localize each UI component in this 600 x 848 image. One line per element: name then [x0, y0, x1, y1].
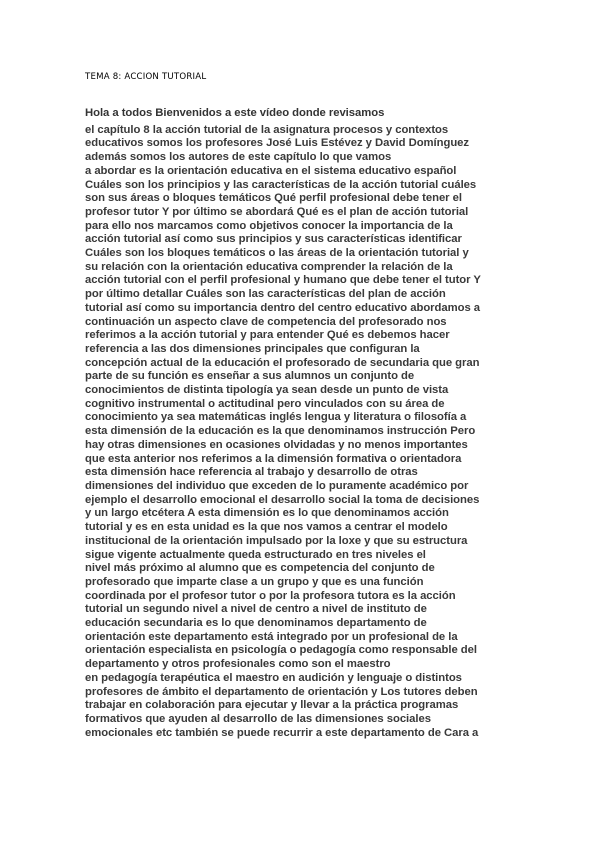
text-line: en pedagogía terapéutica el maestro en audición y lenguaje o distintos	[85, 671, 462, 684]
text-line: emocionales etc también se puede recurrir a este departamento de Cara a	[85, 726, 479, 739]
page-title: TEMA 8: ACCION TUTORIAL	[85, 72, 207, 82]
text-line: orientación especialista en psicología o pedagogía como responsable del	[85, 644, 477, 657]
text-line: el capítulo 8 la acción tutorial de la asignatura procesos y contextos	[85, 123, 449, 136]
text-line: Cuáles son los principios y las características de la acción tutorial cuáles	[85, 178, 477, 191]
text-line: referencia a las dos dimensiones principales que configuran la	[85, 342, 420, 355]
text-line: tutorial y es en esta unidad es la que nos vamos a centrar el modelo	[85, 521, 448, 534]
text-line: para ello nos marcamos como objetivos conocer la importancia de la	[85, 219, 453, 232]
transcript-body	[85, 107, 525, 740]
text-line: que esta anterior nos referimos a la dimensión formativa o orientadora	[85, 452, 462, 465]
text-line: institucional de la orientación impulsado por la loxe y que su estructura	[85, 534, 468, 547]
text-line: sigue vigente actualmente queda estructurado en tres niveles el	[85, 548, 426, 561]
text-line: nivel más próximo al alumno que es competencia del conjunto de	[85, 562, 435, 575]
text-line: profesores de ámbito el departamento de orientación y Los tutores deben	[85, 685, 478, 698]
text-line: hay otras dimensiones en ocasiones olvidadas y no menos importantes	[85, 438, 468, 451]
text-line: además somos los autores de este capítulo lo que vamos	[85, 151, 392, 164]
text-line: Hola a todos Bienvenidos a este vídeo donde revisamos	[85, 107, 385, 119]
text-line: trabajar en colaboración para ejecutar y llevar a la práctica programas	[85, 699, 459, 712]
text-line: profesorado que imparte clase a un grupo y que es una función	[85, 575, 424, 588]
text-line: concepción actual de la educación el profesorado de secundaria que gran	[85, 356, 480, 369]
text-line: coordinada por el profesor tutor o por la profesora tutora es la acción	[85, 589, 456, 602]
text-line: ejemplo el desarrollo emocional el desarrollo social la toma de decisiones	[85, 493, 480, 506]
text-line: y un largo etcétera A esta dimensión es lo que denominamos acción	[85, 507, 449, 520]
text-line: dimensiones del individuo que exceden de lo puramente académico por	[85, 479, 469, 492]
text-line: referimos a la acción tutorial y para entender Qué es debemos hacer	[85, 329, 450, 342]
text-line: esta dimensión de la educación es la que denominamos instrucción Pero	[85, 425, 476, 438]
text-line: departamento y otros profesionales como son el maestro	[85, 658, 391, 671]
text-line: a abordar es la orientación educativa en el sistema educativo español	[85, 164, 457, 177]
text-line: orientación este departamento está integrado por un profesional de la	[85, 630, 458, 643]
text-line: continuación un aspecto clave de competencia del profesorado nos	[85, 315, 447, 328]
text-line: esta dimensión hace referencia al trabajo y desarrollo de otras	[85, 466, 418, 479]
text-line: son sus áreas o bloques temáticos Qué perfil profesional debe tener el	[85, 192, 462, 205]
text-line: por último detallar Cuáles son las características del plan de acción	[85, 288, 446, 301]
text-line: tutorial así como su importancia dentro del centro educativo abordamos a	[85, 301, 481, 314]
text-line: su relación con la orientación educativa comprender la relación de la	[85, 260, 453, 273]
text-line: acción tutorial con el perfil profesional y humano que debe tener el tutor Y	[85, 274, 481, 287]
text-line: conocimientos de distinta tipología ya sean desde un punto de vista	[85, 384, 449, 397]
text-line: conocimiento ya sea matemáticas inglés lengua y literatura o filosofía a	[85, 411, 467, 424]
text-line: tutorial un segundo nivel a nivel de centro a nivel de instituto de	[85, 603, 427, 616]
text-line: educativos somos los profesores José Luis Estévez y David Domínguez	[85, 137, 470, 150]
text-line: Cuáles son los bloques temáticos o las áreas de la orientación tutorial y	[85, 247, 469, 260]
text-line: acción tutorial así como sus principios y sus características identificar	[85, 233, 462, 246]
text-line: cognitivo instrumental o actitudinal pero vinculados con su área de	[85, 397, 445, 410]
text-line: profesor tutor Y por último se abordará Qué es el plan de acción tutorial	[85, 205, 469, 218]
text-line: educación secundaria es lo que denominamos departamento de	[85, 617, 427, 630]
text-line: formativos que ayuden al desarrollo de las dimensiones sociales	[85, 712, 431, 725]
text-line: parte de su función es enseñar a sus alumnos un conjunto de	[85, 370, 415, 383]
